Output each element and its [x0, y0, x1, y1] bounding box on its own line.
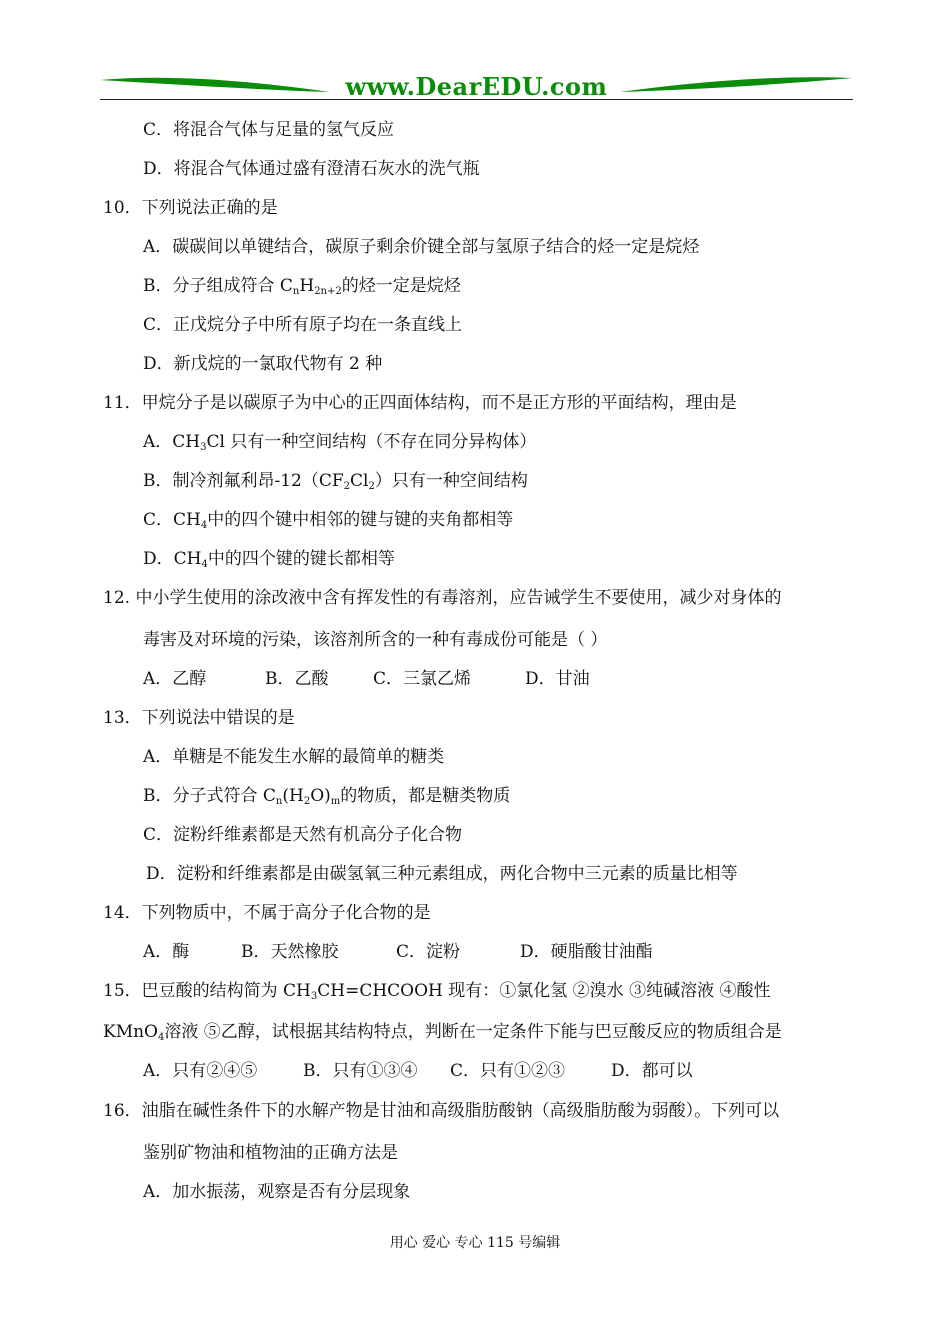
q13-option-a: A．单糖是不能发生水解的最简单的糖类: [143, 747, 445, 767]
q12-option-c: C．三氯乙烯: [373, 669, 472, 689]
q11-option-c: C．$CH_4$中的四个键中相邻的键与键的夹角都相等: [143, 510, 514, 531]
q10-option-d: D．新戊烷的一氯取代物有 2 种: [143, 354, 383, 374]
question-10: 10．下列说法正确的是: [103, 198, 278, 218]
q14-option-b: B．天然橡胶: [241, 942, 339, 962]
q15-option-b: B．只有①③④: [303, 1061, 418, 1081]
question-12-continued: 毒害及对环境的污染，该溶剂所含的一种有毒成份可能是（ ）: [143, 630, 608, 650]
q15-option-a: A．只有②④⑤: [143, 1061, 258, 1081]
q9-option-c: C．将混合气体与足量的氢气反应: [143, 120, 395, 140]
header-rule: [100, 99, 853, 100]
question-13: 13．下列说法中错误的是: [103, 708, 295, 728]
q14-option-a: A．酶: [143, 942, 190, 962]
question-16: 16．油脂在碱性条件下的水解产物是甘油和高级脂肪酸钠（高级脂肪酸为弱酸）。下列可以: [103, 1101, 780, 1121]
q10-option-c: C．正戊烷分子中所有原子均在一条直线上: [143, 315, 463, 335]
question-14: 14．下列物质中，不属于高分子化合物的是: [103, 903, 431, 923]
q14-option-d: D．硬脂酸甘油酯: [520, 942, 653, 962]
q15-option-d: D．都可以: [611, 1061, 693, 1081]
site-logo[interactable]: www.DearEDU.com: [345, 72, 608, 101]
question-16-continued: 鉴别矿物油和植物油的正确方法是: [143, 1143, 398, 1163]
question-11: 11．甲烷分子是以碳原子为中心的正四面体结构，而不是正方形的平面结构，理由是: [103, 393, 737, 413]
question-15-continued: KMnO$_4$溶液 ⑤乙醇，试根据其结构特点，判断在一定条件下能与巴豆酸反应的物质组合是: [103, 1022, 782, 1043]
q13-option-b: B．分子式符合 $C_n(H_2O)_m$的物质，都是糖类物质: [143, 786, 511, 807]
q11-option-d: D．$CH_4$中的四个键的键长都相等: [143, 549, 395, 570]
question-15: 15．巴豆酸的结构简为 $CH_3CH=CHCOOH$ 现有：①氯化氢 ②溴水 ③纯碱溶液 ④酸性: [103, 981, 771, 1002]
question-12: 12. 中小学生使用的涂改液中含有挥发性的有毒溶剂，应告诫学生不要使用，减少对身体的: [103, 588, 782, 608]
q11-option-b: B．制冷剂氟利昂$-12(CF_2Cl_2)$只有一种空间结构: [143, 471, 528, 492]
q12-option-b: B．乙酸: [265, 669, 329, 689]
q13-option-d: D．淀粉和纤维素都是由碳氢氧三种元素组成，两化合物中三元素的质量比相等: [146, 864, 738, 884]
q10-option-a: A．碳碳间以单键结合，碳原子剩余价键全部与氢原子结合的烃一定是烷烃: [143, 237, 700, 257]
q11-option-a: A．$CH_3Cl$ 只有一种空间结构（不存在同分异构体）: [143, 432, 537, 453]
q15-option-c: C．只有①②③: [450, 1061, 566, 1081]
page-footer: 用心 爱心 专心 115 号编辑: [389, 1235, 561, 1251]
q16-option-a: A．加水振荡，观察是否有分层现象: [143, 1182, 411, 1202]
q13-option-c: C．淀粉纤维素都是天然有机高分子化合物: [143, 825, 463, 845]
q12-option-d: D．甘油: [525, 669, 590, 689]
q9-option-d: D．将混合气体通过盛有澄清石灰水的洗气瓶: [143, 159, 480, 179]
q12-option-a: A．乙醇: [143, 669, 207, 689]
q10-option-b: B．分子组成符合 $C_nH_{2n+2}$的烃一定是烷烃: [143, 276, 461, 297]
q14-option-c: C．淀粉: [396, 942, 461, 962]
